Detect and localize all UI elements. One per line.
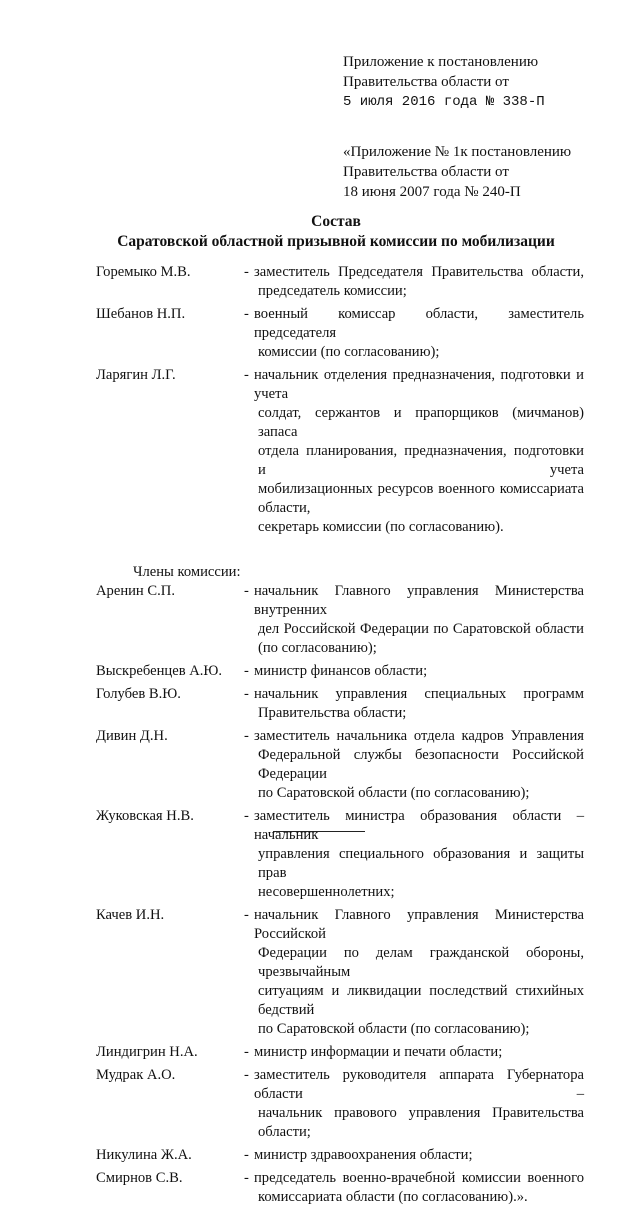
closing-rule (273, 831, 365, 832)
role-line: начальник Главного управления Министерства внутренних (254, 583, 584, 618)
member-role (254, 1169, 584, 1207)
role-line: управления специального образования и защиты прав (258, 846, 584, 881)
member-role (254, 685, 584, 723)
dash-separator: - (244, 583, 249, 599)
title-line-1: Состав (311, 213, 361, 230)
dash-separator: - (244, 1147, 249, 1163)
member-name: Голубев В.Ю. (96, 686, 181, 702)
dash-separator: - (244, 306, 249, 322)
role-line: министр финансов области; (254, 663, 428, 679)
leaders-list (96, 263, 596, 541)
roster-row (96, 685, 596, 723)
member-name: Выскребенцев А.Ю. (96, 663, 223, 679)
annex-header-1 (343, 52, 545, 112)
member-role (254, 305, 584, 362)
role-line: заместитель Председателя Правительства области, (254, 264, 584, 280)
role-line: (по согласованию); (258, 640, 377, 656)
member-role (254, 906, 584, 1039)
role-line: мобилизационных ресурсов военного комиссариата области, (258, 481, 584, 516)
member-name: Линдигрин Н.А. (96, 1044, 198, 1060)
member-role (254, 366, 584, 537)
role-line: заместитель начальника отдела кадров Управления (254, 728, 584, 744)
annex-header-2-line1: «Приложение № 1к постановлению (343, 144, 572, 160)
member-name: Качев И.Н. (96, 907, 165, 923)
dash-separator: - (244, 728, 249, 744)
roster-row (96, 906, 596, 1039)
annex-header-2-line3: 18 июня 2007 года № 240-П (343, 184, 521, 200)
role-line: Правительства области; (258, 705, 407, 721)
role-line: председатель военно-врачебной комиссии военного (254, 1170, 584, 1186)
role-line: Федеральной службы безопасности Российской Федерации (258, 747, 584, 782)
member-role (254, 1066, 584, 1142)
role-line: по Саратовской области (по согласованию); (258, 1021, 530, 1037)
annex-header-1-line3: 5 июля 2016 года № 338-П (343, 94, 545, 110)
dash-separator: - (244, 367, 249, 383)
dash-separator: - (244, 907, 249, 923)
dash-separator: - (244, 264, 249, 280)
dash-separator: - (244, 1067, 249, 1083)
roster-row (96, 1043, 596, 1062)
annex-header-1-line2: Правительства области от (343, 74, 509, 90)
role-line: начальник управления специальных программ (254, 686, 584, 702)
roster-row (96, 305, 596, 362)
member-role (254, 727, 584, 803)
role-line: несовершеннолетних; (258, 884, 395, 900)
member-role (254, 263, 584, 301)
roster-row (96, 1066, 596, 1142)
role-line: отдела планирования, предназначения, подготовки и учета (258, 443, 584, 478)
commission-roster (96, 263, 596, 1211)
dash-separator: - (244, 1044, 249, 1060)
dash-separator: - (244, 686, 249, 702)
dash-separator: - (244, 808, 249, 824)
member-role (254, 807, 584, 902)
members-label: Члены комиссии: (133, 564, 241, 580)
dash-separator: - (244, 1170, 249, 1186)
roster-row (96, 582, 596, 658)
member-name: Дивин Д.Н. (96, 728, 168, 744)
roster-row (96, 727, 596, 803)
role-line: министр здравоохранения области; (254, 1147, 473, 1163)
role-line: начальник отделения предназначения, подготовки и учета (254, 367, 584, 402)
role-line: дел Российской Федерации по Саратовской области (258, 621, 584, 637)
role-line: заместитель руководителя аппарата Губернатора области – (254, 1067, 584, 1102)
member-name: Мудрак А.О. (96, 1067, 176, 1083)
role-line: министр информации и печати области; (254, 1044, 503, 1060)
annex-header-1-line1: Приложение к постановлению (343, 54, 539, 70)
role-line: начальник правового управления Правительства области; (258, 1105, 584, 1140)
role-line: солдат, сержантов и прапорщиков (мичманов) запаса (258, 405, 584, 440)
member-name: Ларягин Л.Г. (96, 367, 176, 383)
member-name: Аренин С.П. (96, 583, 175, 599)
roster-row (96, 1146, 596, 1165)
member-name: Шебанов Н.П. (96, 306, 186, 322)
roster-row (96, 1169, 596, 1207)
member-name: Никулина Ж.А. (96, 1147, 192, 1163)
annex-header-2 (343, 142, 571, 202)
role-line: военный комиссар области, заместитель председателя (254, 306, 584, 341)
member-role (254, 1146, 584, 1165)
member-role (254, 582, 584, 658)
role-line: председатель комиссии; (258, 283, 407, 299)
members-list (96, 582, 596, 1211)
roster-row (96, 807, 596, 902)
role-line: по Саратовской области (по согласованию); (258, 785, 530, 801)
role-line: комиссариата области (по согласованию).». (258, 1189, 528, 1205)
member-name: Смирнов С.В. (96, 1170, 183, 1186)
role-line: ситуациям и ликвидации последствий стихийных бедствий (258, 983, 584, 1018)
roster-row (96, 263, 596, 301)
role-line: начальник Главного управления Министерства Российской (254, 907, 584, 942)
member-role (254, 662, 584, 681)
roster-row (96, 366, 596, 537)
role-line: комиссии (по согласованию); (258, 344, 440, 360)
member-name: Горемыко М.В. (96, 264, 191, 280)
dash-separator: - (244, 663, 249, 679)
roster-row (96, 662, 596, 681)
annex-header-2-line2: Правительства области от (343, 164, 509, 180)
member-role (254, 1043, 584, 1062)
title-line-2: Саратовской областной призывной комиссии по мобилизации (117, 233, 555, 250)
document-title (0, 212, 640, 252)
member-name: Жуковская Н.В. (96, 808, 194, 824)
role-line: Федерации по делам гражданской обороны, чрезвычайным (258, 945, 584, 980)
role-line: заместитель министра образования области – начальник (254, 808, 584, 843)
role-line: секретарь комиссии (по согласованию). (258, 519, 504, 535)
